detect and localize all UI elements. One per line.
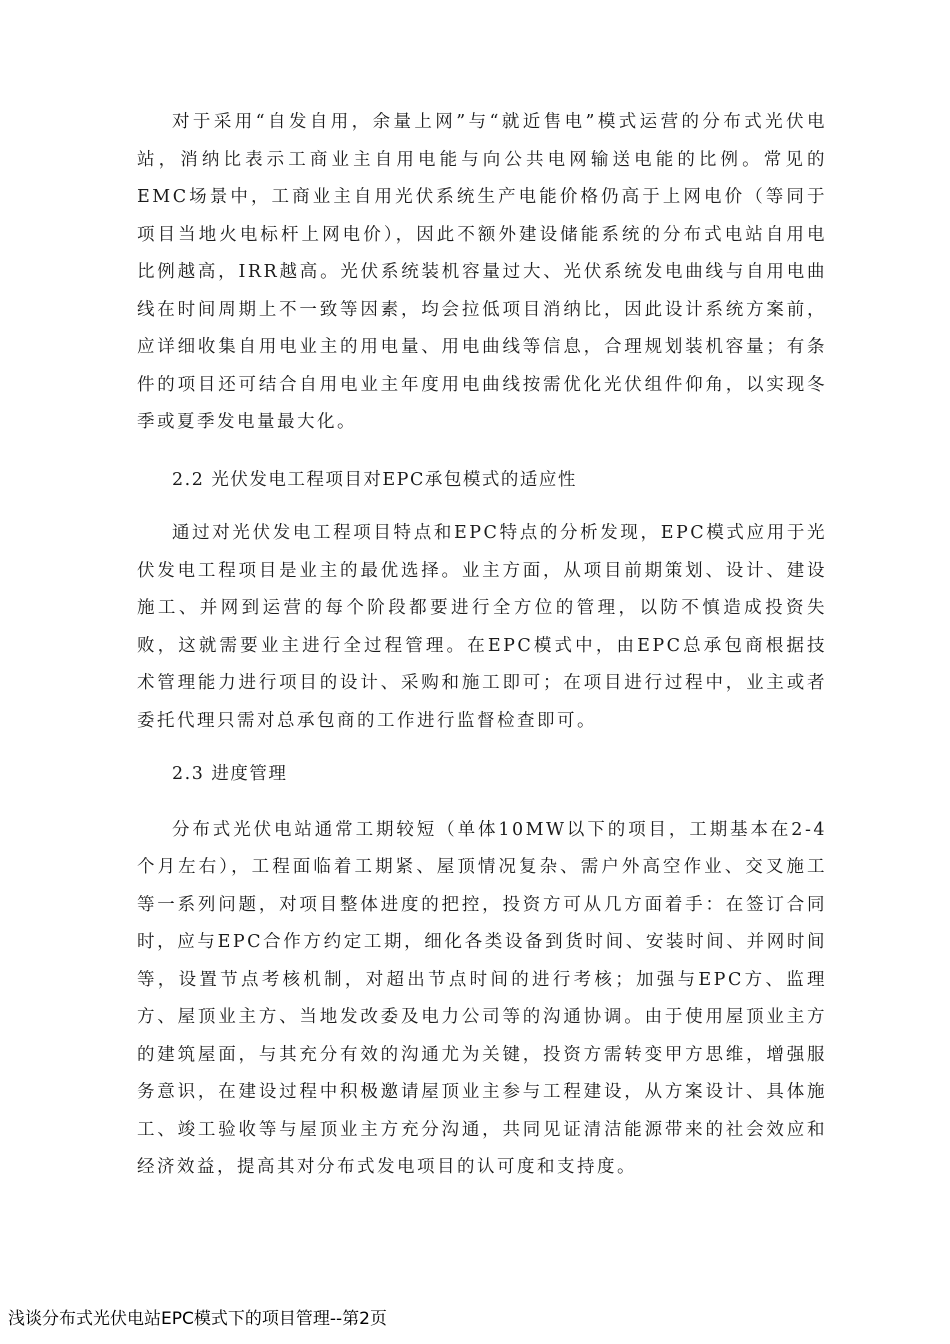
section-heading-2-3: 2.3 进度管理 xyxy=(172,764,288,784)
paragraph-consumption-ratio: 对于采用“自发自用，余量上网”与“就近售电”模式运营的分布式光伏电站，消纳比表示工商业主自用电能与向公共电网输送电能的比例。常见的EMC场景中，工商业主自用光伏系统生产电能价格仍高于上网电价（等同于项目当地火电标杆上网电价），因此不额外建设储能系统的分布式电站自用电比例越高，IRR越高。光伏系统装机容量过大、光伏系统发电曲线与自用电曲线在时间周期上不一致等因素，均会拉低项目消纳比，因此设计系统方案前，应详细收集自用电业主的用电量、用电曲线等信息，合理规划装机容量；有条件的项目还可结合自用电业主年度用电曲线按需优化光伏组件仰角，以实现冬季或夏季发电量最大化。 xyxy=(137,112,827,432)
document-body xyxy=(137,104,827,1187)
section-heading-2-2: 2.2 光伏发电工程项目对EPC承包模式的适应性 xyxy=(172,469,577,490)
paragraph-schedule-management: 分布式光伏电站通常工期较短（单体10MW以下的项目，工期基本在2-4个月左右），工程面临着工期紧、屋顶情况复杂、需户外高空作业、交叉施工等一系列问题，对项目整体进度的把控，投资方可从几方面着手：在签订合同时，应与EPC合作方约定工期，细化各类设备到货时间、安装时间、并网时间等，设置节点考核机制，对超出节点时间的进行考核；加强与EPC方、监理方、屋顶业主方、当地发改委及电力公司等的沟通协调。由于使用屋顶业主方的建筑屋面，与其充分有效的沟通尤为关键，投资方需转变甲方思维，增强服务意识，在建设过程中积极邀请屋顶业主参与工程建设，从方案设计、具体施工、竣工验收等与屋顶业主方充分沟通，共同见证清洁能源带来的社会效应和经济效益，提高其对分布式发电项目的认可度和支持度。 xyxy=(137,819,827,1177)
page-footer: 浅谈分布式光伏电站EPC模式下的项目管理--第2页 xyxy=(8,1309,387,1329)
paragraph-epc-suitability: 通过对光伏发电工程项目特点和EPC特点的分析发现，EPC模式应用于光伏发电工程项目是业主的最优选择。业主方面，从项目前期策划、设计、建设施工、并网到运营的每个阶段都要进行全方位的管理，以防不慎造成投资失败，这就需要业主进行全过程管理。在EPC模式中，由EPC总承包商根据技术管理能力进行项目的设计、采购和施工即可；在项目进行过程中，业主或者委托代理只需对总承包商的工作进行监督检查即可。 xyxy=(137,523,827,731)
